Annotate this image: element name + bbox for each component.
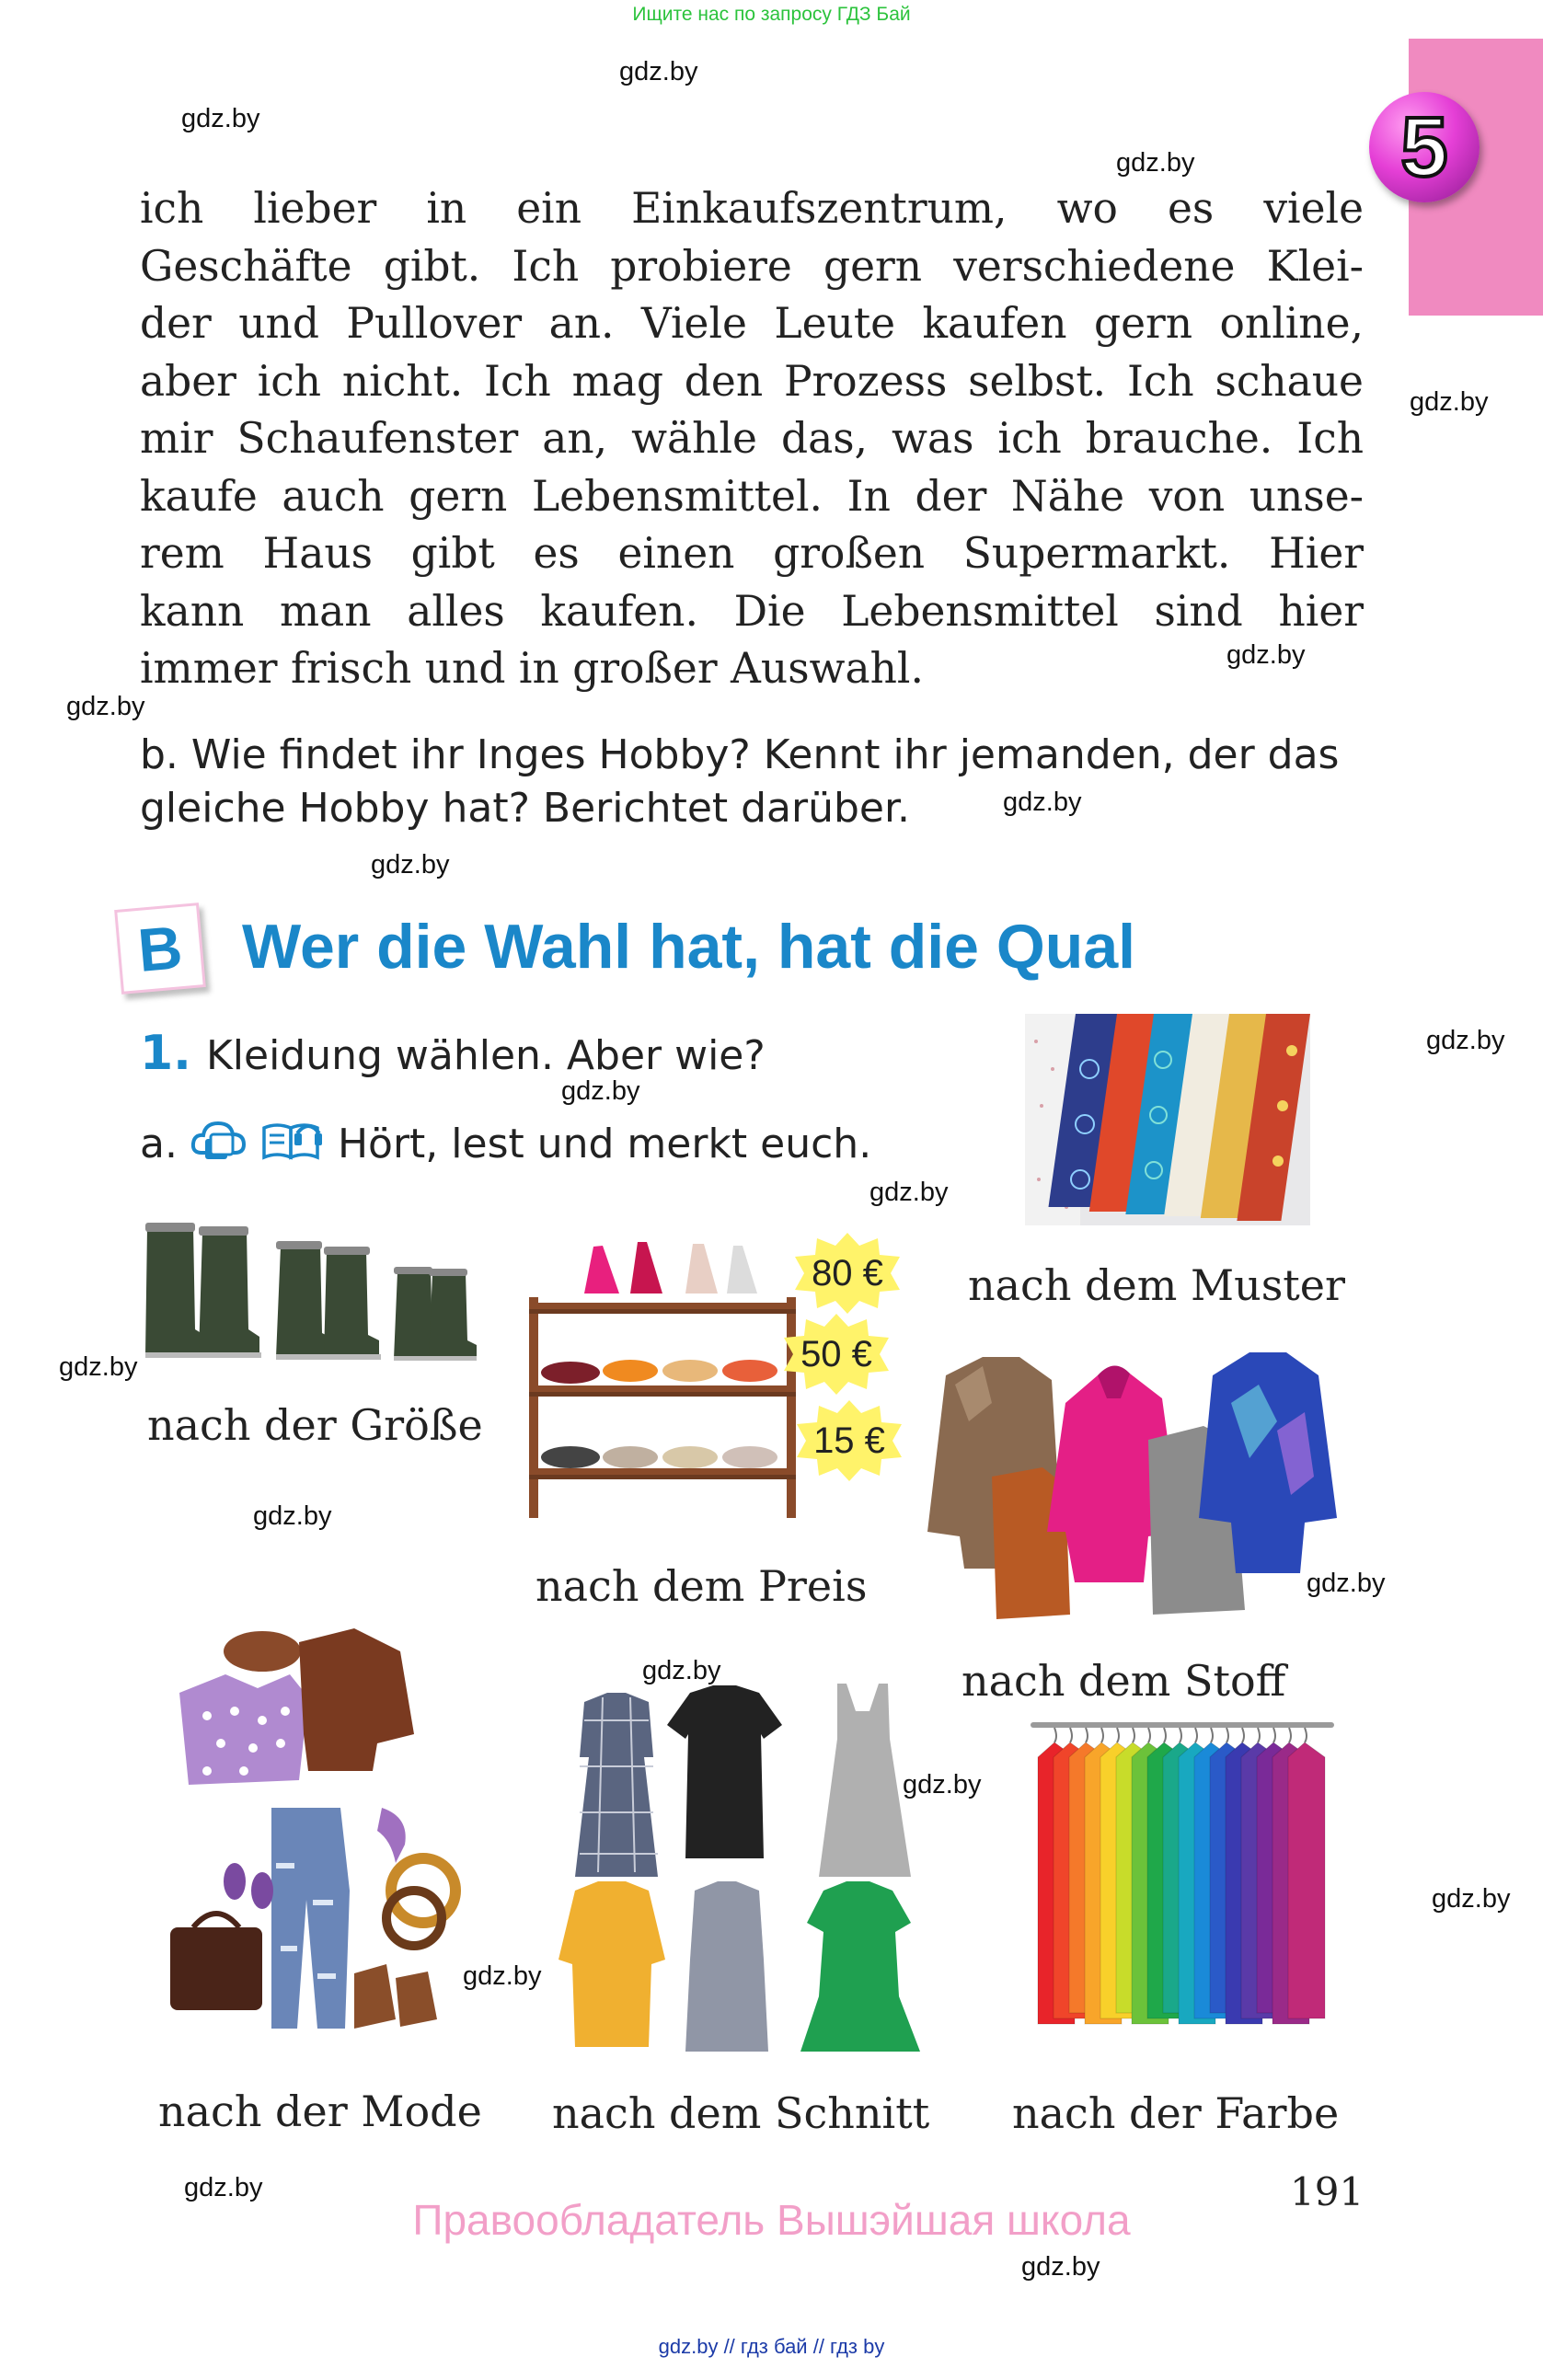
- price-label: 80 €: [812, 1252, 883, 1293]
- watermark: gdz.by: [463, 1961, 542, 1991]
- task-b: [140, 729, 1373, 835]
- caption-stoff: nach dem Stoff: [961, 1656, 1286, 1706]
- paragraph-line: immer frisch und in großer Auswahl.: [140, 644, 924, 693]
- outfit-image: [170, 1624, 469, 2042]
- copyright-notice: Правообладатель Вышэйшая школа: [412, 2196, 1131, 2244]
- paragraph-line: rem Haus gibt es einen großen Supermarkt. Hier: [140, 529, 1364, 578]
- caption-groesse: nach der Größe: [147, 1400, 483, 1450]
- section-letter: B: [117, 905, 202, 991]
- exercise-a: [140, 1115, 871, 1173]
- paragraph-line: aber ich nicht. Ich mag den Prozess selbst. Ich schaue: [140, 356, 1364, 406]
- shoe-rack-image: [529, 1233, 805, 1518]
- read-icon[interactable]: [260, 1115, 325, 1173]
- watermark: gdz.by: [1426, 1026, 1505, 1055]
- listen-icon[interactable]: [190, 1116, 248, 1172]
- exercise-a-label: a.: [140, 1121, 178, 1167]
- caption-schnitt: nach dem Schnitt: [552, 2088, 930, 2138]
- chapter-number: 5: [1400, 100, 1448, 194]
- watermark: gdz.by: [1432, 1884, 1511, 1914]
- section-title: Wer die Wahl hat, hat die Qual: [242, 912, 1136, 982]
- paragraph-line: Geschäfte gibt. Ich probiere gern verschiedene Klei-: [140, 241, 1364, 291]
- dresses-image: [557, 1684, 925, 2061]
- page-number: 191: [1290, 2169, 1365, 2214]
- watermark: gdz.by: [1226, 640, 1306, 670]
- exercise-a-instruction: Hört, lest und merkt euch.: [337, 1121, 872, 1167]
- paragraph-line: ich lieber in ein Einkaufszentrum, wo es viele: [140, 184, 1364, 233]
- caption-muster: nach dem Muster: [968, 1260, 1346, 1310]
- watermark: gdz.by: [371, 850, 450, 880]
- watermark: gdz.by: [1410, 387, 1489, 417]
- exercise-title: Kleidung wählen. Aber wie?: [205, 1032, 766, 1079]
- watermark: gdz.by: [184, 2173, 263, 2202]
- watermark: gdz.by: [1116, 148, 1195, 178]
- watermark: gdz.by: [66, 692, 145, 721]
- paragraph-line: kann man alles kaufen. Die Lebensmittel sind hier: [140, 586, 1364, 636]
- fabric-image: [1025, 1014, 1310, 1225]
- paragraph-line: der und Pullover an. Viele Leute kaufen gern online,: [140, 299, 1364, 348]
- watermark: gdz.by: [1003, 788, 1082, 817]
- price-tag: [782, 1314, 891, 1395]
- watermark: gdz.by: [253, 1501, 332, 1531]
- price-tag: [795, 1400, 904, 1481]
- caption-farbe: nach der Farbe: [1012, 2088, 1340, 2138]
- paragraph-line: mir Schaufenster an, wähle das, was ich brauche. Ich: [140, 414, 1364, 463]
- watermark: gdz.by: [619, 57, 698, 86]
- jackets-image: [927, 1348, 1360, 1628]
- reading-paragraph: [140, 180, 1364, 698]
- paragraph-line: kaufe auch gern Lebensmittel. In der Nähe von unse-: [140, 471, 1364, 521]
- task-b-line: b. Wie findet ihr Inges Hobby? Kennt ihr jemanden, der das: [140, 731, 1340, 778]
- watermark: gdz.by: [1021, 2252, 1100, 2282]
- watermark: gdz.by: [561, 1076, 640, 1106]
- boots-image: [138, 1219, 506, 1366]
- chapter-badge: [1369, 92, 1480, 202]
- caption-preis: nach dem Preis: [535, 1561, 868, 1611]
- section-letter-box: [114, 903, 206, 995]
- watermark: gdz.by: [869, 1178, 949, 1207]
- price-label: 15 €: [813, 1420, 885, 1461]
- tshirts-image: [1031, 1720, 1334, 2052]
- watermark: gdz.by: [1307, 1569, 1386, 1598]
- task-b-line: gleiche Hobby hat? Berichtet darüber.: [140, 785, 911, 832]
- exercise-number: 1.: [140, 1026, 191, 1081]
- price-label: 50 €: [800, 1333, 872, 1374]
- watermark: gdz.by: [903, 1770, 982, 1799]
- watermark: gdz.by: [59, 1352, 138, 1382]
- exercise-1-heading: [140, 1026, 766, 1081]
- watermark: gdz.by: [642, 1656, 721, 1685]
- watermark: gdz.by: [181, 104, 260, 133]
- caption-mode: nach der Mode: [158, 2087, 482, 2136]
- top-banner[interactable]: Ищите нас по запросу ГДЗ Бай: [632, 4, 911, 25]
- price-tag: [793, 1233, 902, 1314]
- bottom-banner[interactable]: gdz.by // гдз бай // гдз by: [658, 2335, 885, 2358]
